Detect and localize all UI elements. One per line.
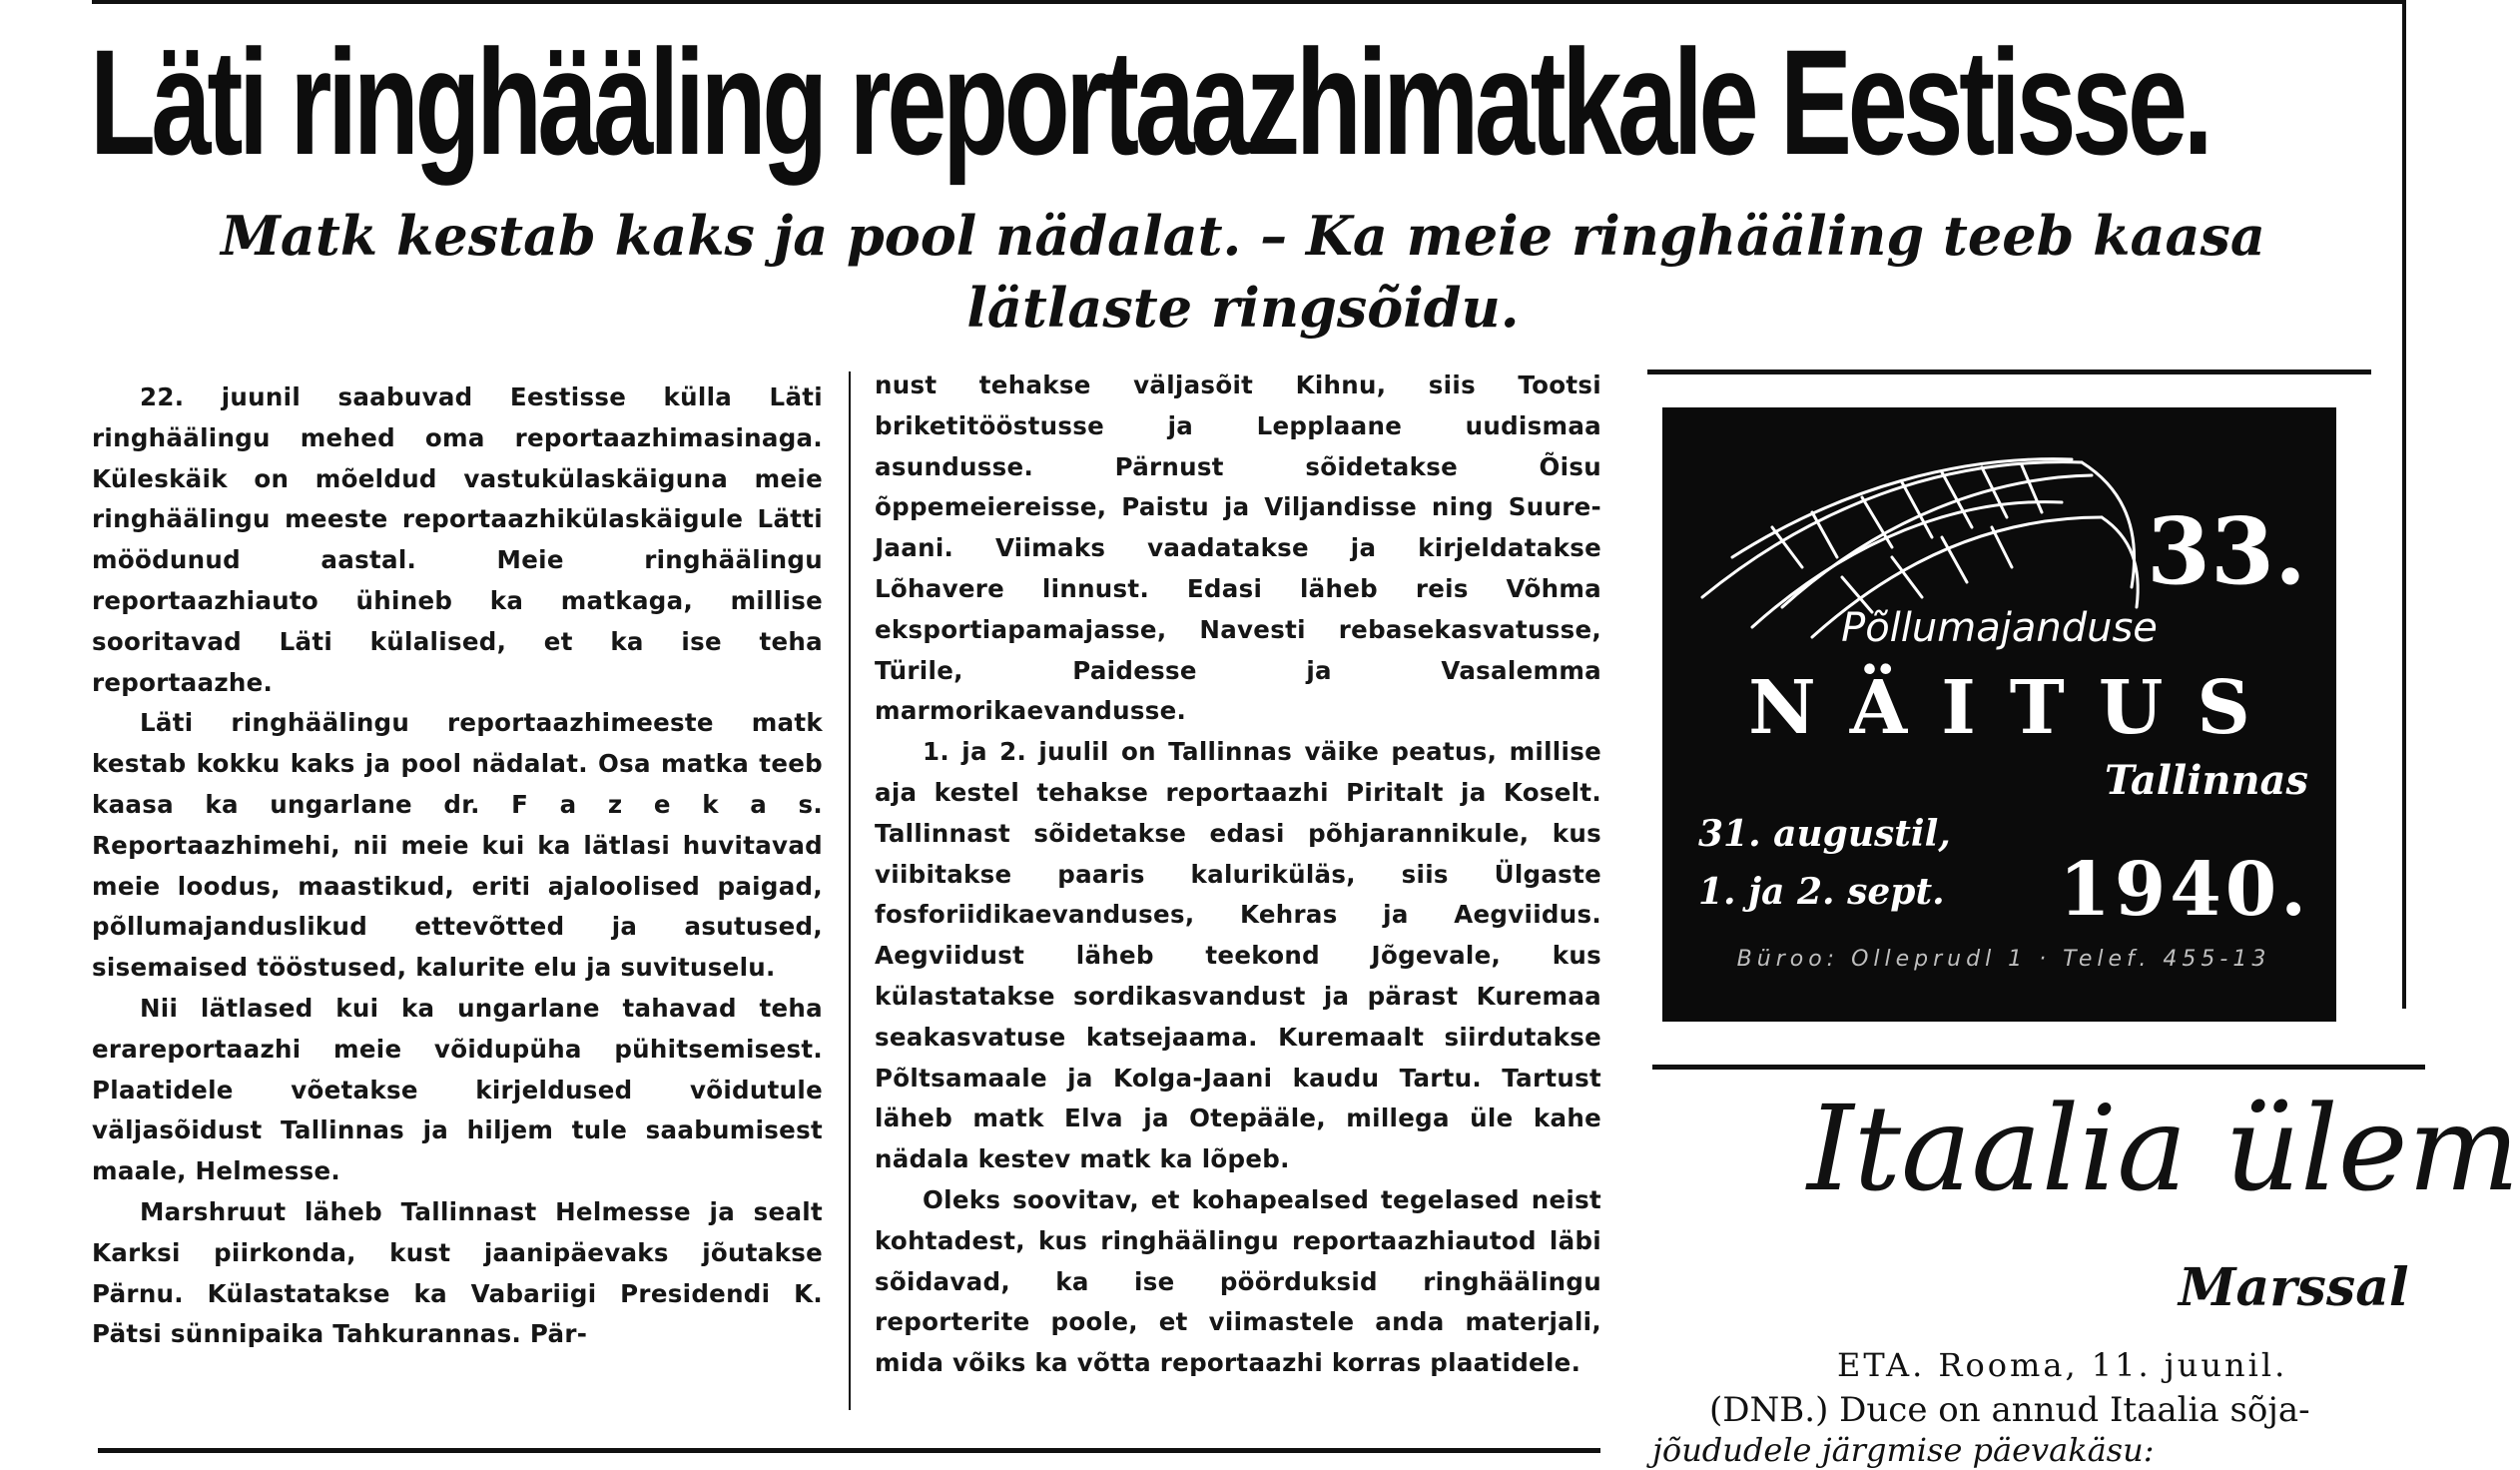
top-rule <box>92 0 2404 4</box>
second-headline: Itaalia ülem <box>1807 1080 2520 1217</box>
dateline: ETA. Rooma, 11. juunil. <box>1837 1346 2288 1384</box>
subheadline: Matk kestab kaks ja pool nädalat. – Ka meie ringhääling teeb kaasa lätlaste ringsõidu. <box>221 204 2265 340</box>
article-column-1 <box>92 377 823 1355</box>
ad-organizer: Põllumajanduse <box>1841 605 2158 651</box>
paragraph: nust tehakse väljasõit Kihnu, siis Tootsi briketitööstusse ja Lepplaane uudismaa asundusse. Pärnust sõidetakse Õisu õppemeiereisse, Paistu ja Viljandisse ning Suure-Jaani. Viimaks vaadatakse ja kirjeldatakse Lõhavere linnust. Edasi läheb reis Võhma eksportiapamajasse, Navesti rebasekasvatusse, Türile, Paidesse ja Vasalemma marmorikaevandusse. <box>875 370 1601 726</box>
paragraph: Marshruut läheb Tallinnast Helmesse ja sealt Karksi piirkonda, kust jaanipäevaks jõutakse Pärnu. Külastatakse ka Vabariigi Presidendi K. Pätsi sünnipaika Tahkurannas. Pär- <box>92 1196 823 1349</box>
right-edge-rule <box>2402 0 2406 1009</box>
ad-date-line-1: 31. augustil, <box>1698 813 1951 855</box>
paragraph: Nii lätlased kui ka ungarlane tahavad teha erareportaazhi meie võidupüha pühitsemisest. Plaatidele võetakse kirjeldused võidutule väljasõidust Tallinnas ja hiljem tule saabumisest maale, Helmesse. <box>92 993 823 1186</box>
article-column-2 <box>875 366 1601 1384</box>
paragraph: 22. juunil saabuvad Eestisse külla Läti ringhäälingu mehed oma reportaazhimasinaga. Küleskäik on mõeldud vastukülaskäiguna meie ringhäälingu meeste reportaazhikülaskäigule Lätti möödunud aastal. Meie ringhäälingu reportaazhiauto ühineb ka matkaga, millise sooritavad Läti külalised, et ka ise teha reportaazhe. <box>92 382 823 697</box>
section-rule <box>1652 1065 2425 1070</box>
paragraph: Oleks soovitav, et kohapealsed tegelased neist kohtadest, kus ringhäälingu reportaazhiautod läbi sõidavad, ka ise pöörduksid ringhäälingu reporterite poole, et viimastele anda materjali, mida võiks ka võtta reportaazhi korras plaatidele. <box>875 1184 1601 1378</box>
lead-paragraph: (DNB.) Duce on annud Itaalia sõja- <box>1709 1390 2310 1430</box>
bottom-rule <box>98 1448 1600 1453</box>
second-subheadline: Marssal <box>2179 1257 2409 1318</box>
ad-dates <box>1698 805 1951 921</box>
ad-top-rule <box>1647 369 2371 374</box>
ad-year: 1940. <box>2059 847 2310 933</box>
ad-contact: Büroo: Olleprudl 1 · Telef. 455-13 <box>1736 947 2271 972</box>
ad-number: 33. <box>2146 497 2306 605</box>
paragraph: Läti ringhäälingu reportaazhimeeste matk kestab kokku kaks ja pool nädalat. Osa matka teeb kaasa ka ungarlane dr. F a z e k a s. Reportaazhimehi, nii meie kui ka lätlasi huvitavad meie loodus, maastikud, eriti ajaloolised paigad, põllumajanduslikud ettevõtted ja asutused, sisemaised tööstused, kalurite elu ja suvituselu. <box>92 708 823 983</box>
ad-city: Tallinnas <box>2104 757 2308 804</box>
lead-continuation: jõududele järgmise päevakäsu: <box>1652 1431 2155 1469</box>
ad-date-line-2: 1. ja 2. sept. <box>1698 871 1945 913</box>
paragraph: 1. ja 2. juulil on Tallinnas väike peatus, millise aja kestel tehakse reportaazhi Piritalt ja Koselt. Tallinnast sõidetakse edasi põhjarannikule, kus viibitakse paaris kaluriküläs, siis Ülgaste fosforiidikaevanduses, Kehras ja Aegviidus. Aegviidust läheb teekond Jõgevale, kus külastatakse sordikasvandust ja pärast Kuremaa seakasvatuse katsejaama. Kuremaalt siirdutakse Põltsamaale ja Kolga-Jaani kaudu Tartu. Tartust läheb matk Elva ja Otepääle, millega üle kahe nädala kestev matk ka lõpeb. <box>875 737 1601 1174</box>
column-divider <box>849 371 851 1410</box>
ad-event: NÄITUS <box>1748 665 2284 751</box>
exhibition-advertisement <box>1662 407 2336 1022</box>
page-headline: Läti ringhääling reportaazhimatkale Eestisse. <box>90 18 2209 186</box>
